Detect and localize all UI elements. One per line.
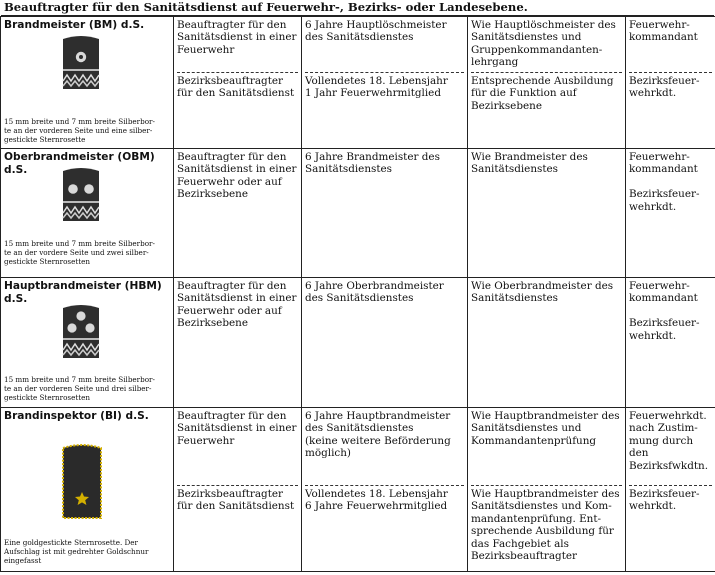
star-rosette-icon (76, 52, 86, 62)
function-text: Beauftragter für den Sanitätsdienst in einer Feuerwehr (177, 19, 297, 56)
training-cell (468, 17, 626, 149)
rank-title: Hauptbrandmeister (HBM) d.S. (4, 280, 162, 305)
requirement-text: Vollendetes 18. Lebensjahr 1 Jahr Feuerwehrmitglied (305, 75, 448, 100)
rank-cell (1, 278, 174, 408)
appointed-by-cell (626, 149, 715, 278)
function-cell (174, 149, 302, 278)
rank-badge-obm (59, 167, 103, 223)
requirement-text: Vollendetes 18. Lebensjahr 6 Jahre Feuerwehrmitglied (305, 488, 448, 513)
rank-cell (1, 408, 174, 572)
rank-cell (1, 17, 174, 149)
requirement-cell (302, 149, 468, 278)
function-text: Bezirksbeauftragter für den Sanitätsdienst (177, 488, 295, 513)
training-text: Wie Hauptlöschmeister des Sanitätsdienstes und Gruppenkommandanten- lehrgang (471, 19, 616, 69)
training-cell (468, 278, 626, 408)
training-cell (468, 408, 626, 572)
training-cell (468, 149, 626, 278)
requirement-cell (302, 408, 468, 572)
rank-title: Oberbrandmeister (OBM) d.S. (4, 151, 155, 176)
rank-description: 15 mm breite und 7 mm breite Silberbor- te an der vordere Seite und zwei silber- gestickte Sternrosetten (4, 239, 155, 266)
epaulette-two-stars-icon (59, 167, 103, 223)
function-text: Beauftragter für den Sanitätsdienst in einer Feuerwehr (177, 410, 297, 447)
appointed-by-cell (626, 17, 715, 149)
table-row (1, 149, 715, 278)
document-heading: Beauftragter für den Sanitätsdienst auf Feuerwehr-, Bezirks- oder Landesebene. (1, 0, 714, 16)
training-text: Wie Oberbrandmeister des Sanitätsdienstes (471, 280, 614, 305)
rank-badge-bm (59, 35, 103, 91)
appointed-by-cell (626, 408, 715, 572)
appointed-text: Feuerwehr- kommandant Bezirksfeuer- wehrkdt. (629, 280, 700, 342)
rank-description: 15 mm breite und 7 mm breite Silberbor- te an der vorderen Seite und eine silber- gestickte Sternrosette (4, 117, 155, 144)
training-text: Wie Brandmeister des Sanitätsdienstes (471, 151, 588, 176)
training-text: Wie Hauptbrandmeister des Sanitätsdienstes und Kommandantenprüfung (471, 410, 620, 447)
epaulette-one-star-icon (59, 35, 103, 91)
requirement-cell (302, 17, 468, 149)
rank-table (0, 16, 715, 572)
rank-cell (1, 149, 174, 278)
requirement-text: 6 Jahre Hauptbrandmeister des Sanitätsdienstes (keine weitere Beförderung möglich) (305, 410, 451, 460)
table-row (1, 408, 715, 572)
requirement-text: 6 Jahre Brandmeister des Sanitätsdienstes (305, 151, 440, 176)
function-cell (174, 278, 302, 408)
appointed-by-cell (626, 278, 715, 408)
epaulette-gold-star-icon (59, 442, 105, 522)
requirement-text: 6 Jahre Oberbrandmeister des Sanitätsdienstes (305, 280, 444, 305)
function-text: Beauftragter für den Sanitätsdienst in einer Feuerwehr oder auf Bezirksebene (177, 280, 297, 330)
appointed-text: Bezirksfeuer- wehrkdt. (629, 488, 700, 513)
rank-description: 15 mm breite und 7 mm breite Silberbor- te an der vorderen Seite und drei silber- gestickte Sternrosetten (4, 375, 155, 402)
appointed-text: Feuerwehr- kommandant Bezirksfeuer- wehrkdt. (629, 151, 700, 213)
appointed-text: Feuerwehr- kommandant (629, 19, 698, 44)
function-text: Bezirksbeauftragter für den Sanitätsdienst (177, 75, 295, 100)
function-text: Beauftragter für den Sanitätsdienst in einer Feuerwehr oder auf Bezirksebene (177, 151, 297, 201)
function-cell (174, 408, 302, 572)
rank-description: Eine goldgestickte Sternrosette. Der Aufschlag ist mit gedrehter Goldschnur eingefasst (4, 538, 149, 565)
requirement-cell (302, 278, 468, 408)
rank-badge-bi (59, 442, 105, 522)
rank-badge-hbm (59, 304, 103, 360)
training-text: Wie Hauptbrandmeister des Sanitätsdienstes und Kom- mandantenprüfung. Ent- sprechende Ausbildung für das Fachgebiet als Bezirksbeauftragter (471, 488, 620, 563)
table-row (1, 278, 715, 408)
table-row (1, 17, 715, 149)
appointed-text: Bezirksfeuer- wehrkdt. (629, 75, 700, 100)
appointed-text: Feuerwehrkdt. nach Zustim- mung durch den Bezirksfwkdtn. (629, 410, 709, 472)
training-text: Entsprechende Ausbildung für die Funktion auf Bezirksebene (471, 75, 614, 112)
rank-title: Brandmeister (BM) d.S. (4, 19, 145, 31)
requirement-text: 6 Jahre Hauptlöschmeister des Sanitätsdienstes (305, 19, 447, 44)
function-cell (174, 17, 302, 149)
rank-title: Brandinspektor (BI) d.S. (4, 410, 149, 422)
epaulette-three-stars-icon (59, 304, 103, 360)
